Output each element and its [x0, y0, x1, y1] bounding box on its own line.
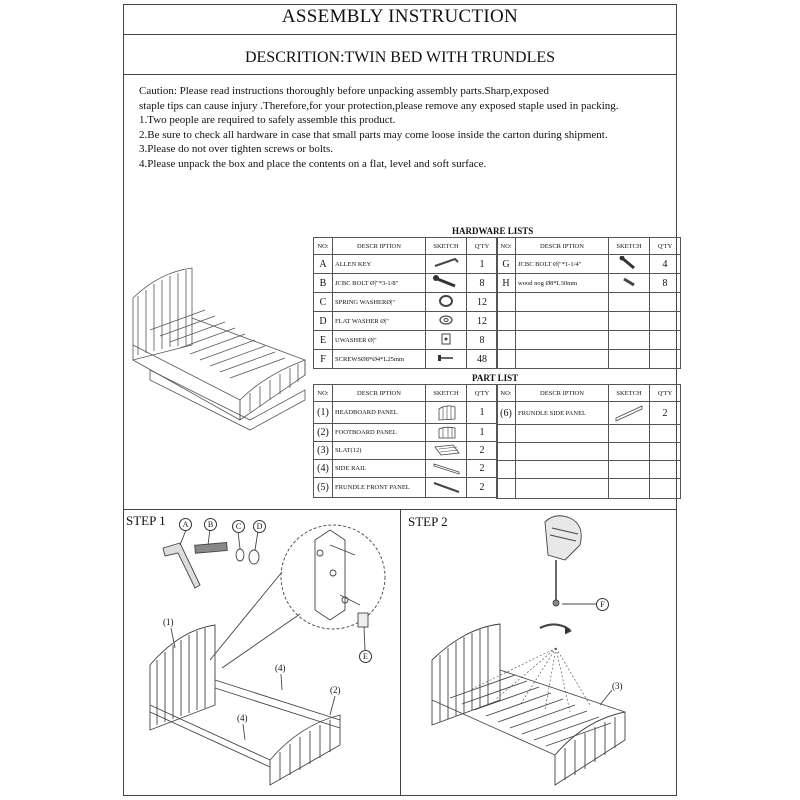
note-line: 2.Be sure to check all hardware in case that small parts may come loose inside the carton during shipment.: [139, 128, 608, 141]
row-desc: FLAT WASHER Ø|": [333, 312, 426, 331]
row-desc: JCBC BOLT Ø|"*3-1/8": [333, 274, 426, 293]
row-desc: SIDE RAIL: [333, 460, 426, 478]
row-qty: 2: [467, 478, 498, 498]
page-title: ASSEMBLY INSTRUCTION: [281, 6, 519, 27]
col-description: DESCR IPTION: [516, 238, 609, 255]
row-qty: 2: [650, 402, 681, 425]
col-no: NO:: [497, 385, 516, 402]
col-description: DESCR IPTION: [333, 385, 426, 402]
col-description: DESCR IPTION: [516, 385, 609, 402]
row-qty: 12: [467, 293, 498, 312]
note-line: 4.Please unpack the box and place the contents on a flat, level and soft surface.: [139, 157, 487, 170]
row-no: (4): [314, 460, 333, 478]
row-no: (1): [314, 402, 333, 424]
col-no: NO:: [497, 238, 516, 255]
product-description: DESCRITION:TWIN BED WITH TRUNDLES: [244, 49, 556, 66]
row-no: C: [314, 293, 333, 312]
hardware-list-title: HARDWARE LISTS: [452, 226, 534, 236]
row-desc: FOOTBOARD PANEL: [333, 424, 426, 442]
part-callout-4: (4): [275, 663, 286, 673]
hardware-callout-c: C: [232, 520, 245, 533]
row-no: F: [314, 350, 333, 369]
hardware-callout-f: F: [596, 598, 609, 611]
row-qty: 48: [467, 350, 498, 369]
row-no: E: [314, 331, 333, 350]
note-line: Caution: Please read instructions thoroughly before unpacking assembly parts.Sharp,exposed: [139, 85, 549, 97]
row-no: A: [314, 255, 333, 274]
row-desc: FRUNDLE FRONT PANEL: [333, 478, 426, 498]
row-desc: SPRING WASHERØ|": [333, 293, 426, 312]
row-qty: 8: [467, 331, 498, 350]
row-qty: 2: [467, 460, 498, 478]
row-no: (2): [314, 424, 333, 442]
col-qty: Q'TY: [467, 238, 498, 255]
hardware-callout-b: B: [204, 518, 217, 531]
row-no: G: [497, 255, 516, 274]
row-qty: 8: [650, 274, 681, 293]
row-desc: ALLEN KEY: [333, 255, 426, 274]
part-callout-2: (2): [330, 685, 341, 695]
col-qty: Q'TY: [467, 385, 498, 402]
col-qty: Q'TY: [650, 238, 681, 255]
part-callout-4: (4): [237, 713, 248, 723]
row-desc: UWASHER Ø|": [333, 331, 426, 350]
row-desc: SCREWSØ8*Ø4*L25mm: [333, 350, 426, 369]
row-qty: 1: [467, 402, 498, 424]
col-no: NO:: [314, 238, 333, 255]
col-sketch: SKETCH: [426, 238, 467, 255]
row-no: (5): [314, 478, 333, 498]
step2-heading: STEP 2: [408, 514, 448, 529]
row-qty: 8: [467, 274, 498, 293]
col-sketch: SKETCH: [609, 385, 650, 402]
note-line: staple tips can cause injury .Therefore,for your protection,please remove any exposed staple used in packing.: [139, 99, 619, 112]
step1-heading: STEP 1: [126, 513, 166, 528]
col-sketch: SKETCH: [609, 238, 650, 255]
row-no: B: [314, 274, 333, 293]
row-desc: FRUNDLE SIDE PANEL: [516, 402, 609, 425]
part-list-title: PART LIST: [472, 373, 519, 383]
hardware-callout-a: A: [179, 518, 192, 531]
part-callout-3: (3): [612, 681, 623, 691]
row-no: D: [314, 312, 333, 331]
row-qty: 4: [650, 255, 681, 274]
hardware-callout-d: D: [253, 520, 266, 533]
col-sketch: SKETCH: [426, 385, 467, 402]
col-qty: Q'TY: [650, 385, 681, 402]
row-qty: 2: [467, 442, 498, 460]
col-no: NO:: [314, 385, 333, 402]
row-desc: JCBC BOLT Ø|"*1-1/4": [516, 255, 609, 274]
row-no: H: [497, 274, 516, 293]
row-qty: 12: [467, 312, 498, 331]
col-description: DESCR IPTION: [333, 238, 426, 255]
row-desc: wood nog Ø8*L30mm: [516, 274, 609, 293]
row-qty: 1: [467, 424, 498, 442]
row-desc: HEADBOARD PANEL: [333, 402, 426, 424]
note-line: 1.Two people are required to safely assemble this product.: [139, 114, 396, 126]
part-callout-1: (1): [163, 617, 174, 627]
row-no: (6): [497, 402, 516, 425]
hardware-callout-e: E: [359, 650, 372, 663]
note-line: 3.Please do not over tighten screws or bolts.: [139, 143, 333, 155]
row-desc: SLAT(12): [333, 442, 426, 460]
row-qty: 1: [467, 255, 498, 274]
row-no: (3): [314, 442, 333, 460]
